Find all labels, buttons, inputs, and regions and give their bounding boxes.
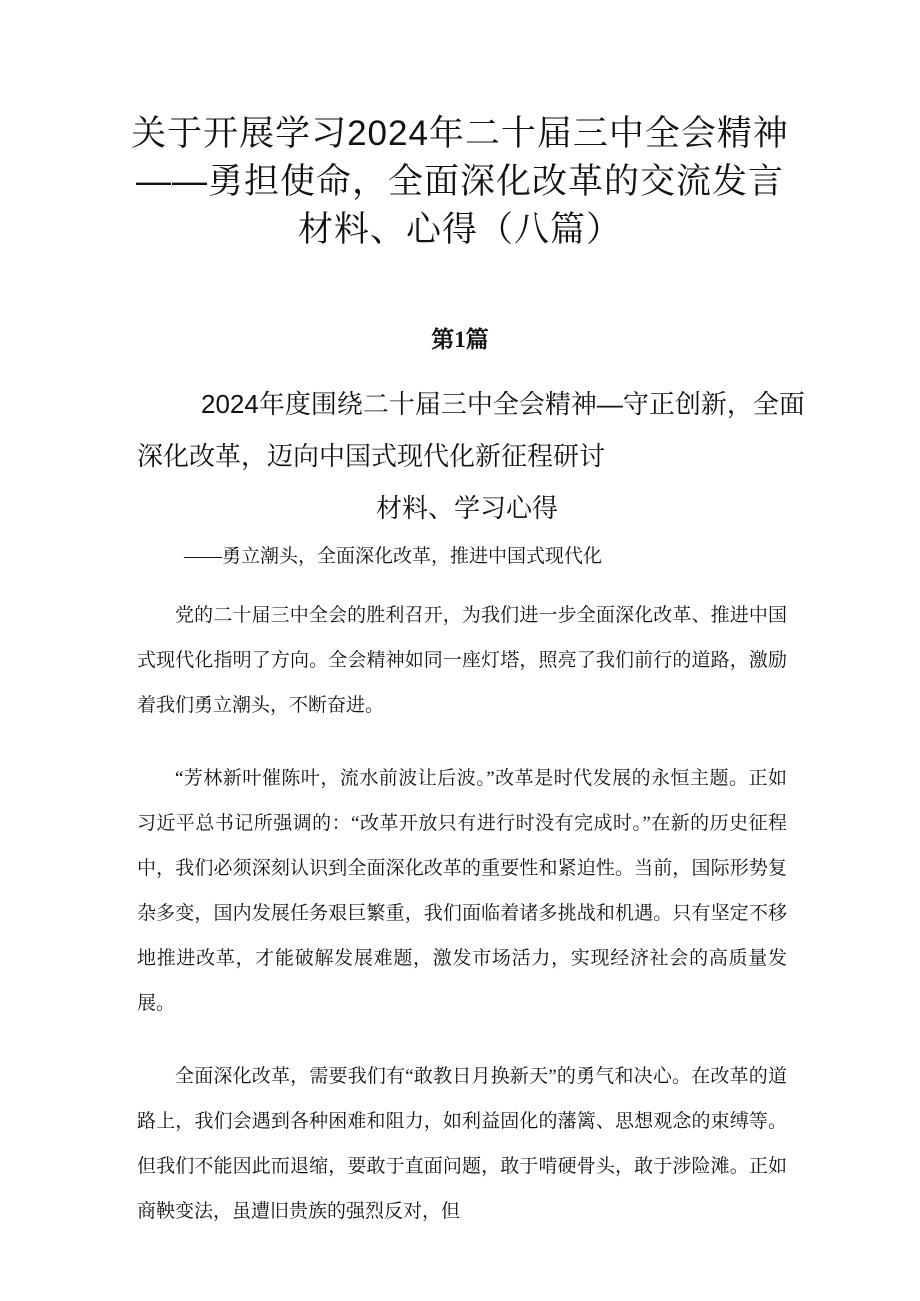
title-line: ——勇担使命，全面深化改革的交流发言 <box>135 162 784 201</box>
article-title-line: 2024年度围绕二十届三中全会精神—守正创新，全面 <box>201 389 805 419</box>
body-paragraph: 全面深化改革，需要我们有“敢教日月换新天”的勇气和决心。在改革的道路上，我们会遇到各种困难和阻力，如利益固化的藩篱、思想观念的束缚等。但我们不能因此而退缩，要敢于直面问题，敢于啃硬骨头，敢于涉险滩。正如商鞅变法，虽遭旧贵族的强烈反对，但 <box>137 1066 787 1222</box>
article-body <box>137 593 787 1262</box>
article-tagline: ——勇立潮头，全面深化改革，推进中国式现代化 <box>184 546 603 567</box>
document-title <box>120 110 800 254</box>
article-title-line: 材料、学习心得 <box>375 493 558 523</box>
section-label: 第1篇 <box>431 327 489 352</box>
article-title <box>137 378 805 534</box>
body-paragraph: 党的二十届三中全会的胜利召开，为我们进一步全面深化改革、推进中国式现代化指明了方向。全会精神如同一座灯塔，照亮了我们前行的道路，激励着我们勇立潮头，不断奋进。 <box>137 605 787 716</box>
article-title-line: 深化改革，迈向中国式现代化新征程研讨 <box>137 441 606 471</box>
title-line: 关于开展学习2024年二十届三中全会精神 <box>131 114 789 153</box>
title-line: 材料、心得（八篇） <box>297 210 622 249</box>
body-paragraph: “芳林新叶催陈叶，流水前波让后波。”改革是时代发展的永恒主题。正如习近平总书记所强调的：“改革开放只有进行时没有完成时。”在新的历史征程中，我们必须深刻认识到全面深化改革的重要性和紧迫性。当前，国际形势复杂多变，国内发展任务艰巨繁重，我们面临着诸多挑战和机遇。只有坚定不移地推进改革，才能破解发展难题，激发市场活力，实现经济社会的高质量发展。 <box>137 768 787 1014</box>
